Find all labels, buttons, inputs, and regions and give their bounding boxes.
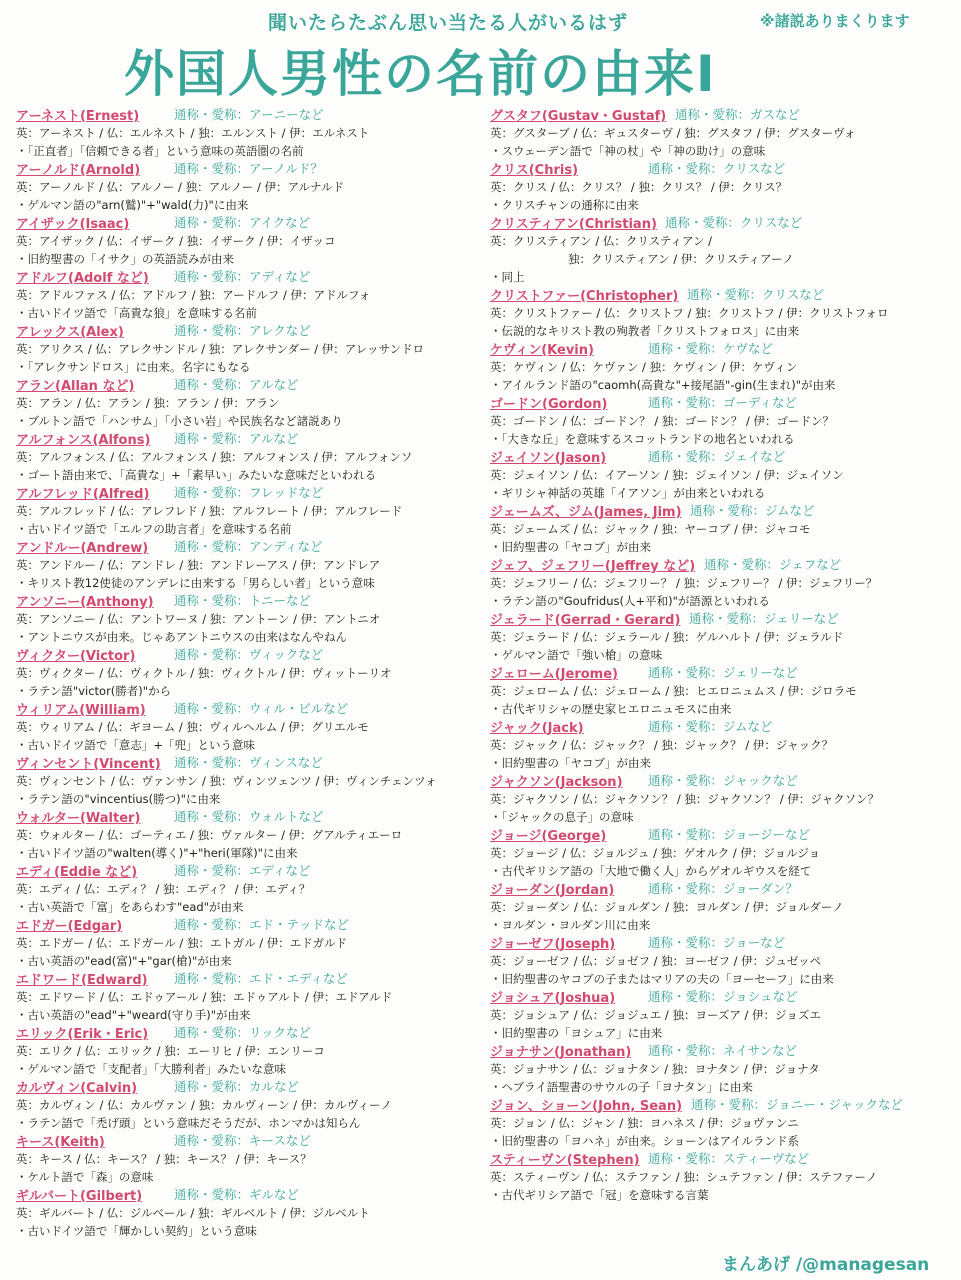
name-row: [16, 592, 478, 610]
meaning-line: ・クリスチャンの通称に由来: [490, 198, 639, 212]
name-row: [16, 484, 478, 502]
name-row: [16, 1024, 478, 1042]
meaning-line: ・スウェーデン語で「神の杖」や「神の助け」の意味: [490, 144, 766, 158]
name-heading: ギルバート(Gilbert): [16, 1189, 143, 1204]
name-entry: [490, 772, 952, 826]
readings-line: 英：ジョナサン / 仏：ジョナタン / 独：ヨナタン / 伊：ジョナタ: [490, 1062, 820, 1076]
meaning-line: ・ヘブライ語聖書のサウルの子「ヨナタン」に由来: [490, 1080, 753, 1094]
name-heading: アイザック(Isaac): [16, 217, 130, 232]
name-heading: ジャック(Jack): [490, 721, 584, 736]
readings-line: 英：クリストファー / 仏：クリストフ / 独：クリストフ / 伊：クリストフォロ: [490, 306, 889, 320]
nickname-label: 通称・愛称：ジョーダン？: [648, 881, 798, 896]
name-entry: [490, 448, 952, 502]
readings-line: 英：クリスティアン / 仏：クリスティアン /: [490, 234, 713, 248]
nickname-label: 通称・愛称：ジェイなど: [648, 449, 786, 464]
readings-line: 英：キース / 仏：キース？ / 独：キース？ / 伊：キース？: [16, 1152, 312, 1166]
name-heading: アドルフ(Adolf など): [16, 271, 149, 286]
name-heading: キース(Keith): [16, 1135, 105, 1150]
meaning-line: ・ブルトン語で「ハンサム」「小さい岩」や民族名など諸説あり: [16, 414, 343, 428]
name-row: [490, 880, 952, 898]
name-row: [490, 160, 952, 178]
meaning-line: ・古いドイツ語で「エルフの助言者」を意味する名前: [16, 522, 292, 536]
name-entry: [490, 556, 952, 610]
nickname-label: 通称・愛称：ジムなど: [648, 719, 773, 734]
name-row: [16, 916, 478, 934]
name-entry: [16, 322, 478, 376]
nickname-label: 通称・愛称：ジェリーなど: [689, 611, 839, 626]
readings-line: 英：エリク / 仏：エリック / 独：エーリヒ / 伊：エンリーコ: [16, 1044, 325, 1058]
name-heading: エリック(Erik・Eric): [16, 1027, 149, 1042]
disclaimer-note: ※諸説ありまくります: [760, 12, 910, 30]
name-heading: ゴードン(Gordon): [490, 397, 608, 412]
nickname-label: 通称・愛称：ウォルトなど: [174, 809, 324, 824]
readings-line: 英：エディ / 仏：エディ？ / 独：エディ？ / 伊：エディ？: [16, 882, 311, 896]
readings-line: 英：クリス / 仏：クリス？ / 独：クリス？ / 伊：クリス？: [490, 180, 788, 194]
meaning-line: ・ラテン語で「禿げ頭」という意味だそうだが、ホンマかは知らん: [16, 1116, 361, 1130]
readings-line: 英：アイザック / 仏：イザーク / 独：イザーク / 伊：イザッコ: [16, 234, 336, 248]
meaning-line: ・ケルト語で「森」の意味: [16, 1170, 154, 1184]
nickname-label: 通称・愛称：ジェリーなど: [648, 665, 798, 680]
name-row: [16, 754, 478, 772]
meaning-line: ・ヨルダン・ヨルダン川に由来: [490, 918, 651, 932]
name-entry: [490, 1150, 952, 1204]
name-row: [490, 214, 952, 232]
meaning-line: ・ラテン語"victor(勝者)"から: [16, 684, 172, 698]
readings-line: 英：アルフォンス / 仏：アルフォンス / 独：アルフォンス / 伊：アルフォンソ: [16, 450, 413, 464]
page-title: 外国人男性の名前の由来Ⅰ: [124, 45, 717, 103]
readings-line: 英：アリクス / 仏：アレクサンドル / 独：アレクサンダー / 伊：アレッサンドロ: [16, 342, 425, 356]
name-heading: ジェフ、ジェフリー(Jeffrey など): [490, 559, 696, 574]
name-entry: [16, 484, 478, 538]
name-entry: [16, 808, 478, 862]
name-entry: [490, 826, 952, 880]
nickname-label: 通称・愛称：リックなど: [174, 1025, 312, 1040]
meaning-line: ・古いドイツ語で「高貴な狼」を意味する名前: [16, 306, 257, 320]
readings-line: 英：ジョシュア / 仏：ジョジュエ / 独：ヨーズア / 伊：ジョズエ: [490, 1008, 821, 1022]
name-entry: [490, 664, 952, 718]
meaning-line: ・古いドイツ語で「輝かしい契約」という意味: [16, 1224, 257, 1238]
name-heading: ジョナサン(Jonathan): [490, 1045, 632, 1060]
name-row: [490, 934, 952, 952]
meaning-line: ・旧約聖書の「ヤコブ」が由来: [490, 756, 651, 770]
meaning-line: ・「正直者」「信頼できる者」という意味の英語圏の名前: [16, 144, 304, 158]
readings-line: 英：カルヴィン / 仏：カルヴァン / 独：カルヴィーン / 伊：カルヴィーノ: [16, 1098, 392, 1112]
name-heading: エドガー(Edgar): [16, 919, 123, 934]
readings-line: 英：アンドルー / 仏：アンドレ / 独：アンドレーアス / 伊：アンドレア: [16, 558, 381, 572]
name-heading: エディ(Eddie など): [16, 865, 138, 880]
readings-line: 英：エドワード / 仏：エドゥアール / 独：エドゥアルト / 伊：エドアルド: [16, 990, 393, 1004]
name-heading: ジェイソン(Jason): [490, 451, 607, 466]
name-heading: アンソニー(Anthony): [16, 595, 154, 610]
name-row: [16, 268, 478, 286]
name-row: [16, 376, 478, 394]
name-entry: [16, 754, 478, 808]
name-entry: [490, 880, 952, 934]
readings-line: 英：ジョージ / 仏：ジョルジュ / 独：ゲオルク / 伊：ジョルジョ: [490, 846, 821, 860]
readings-line: 英：ジャック / 仏：ジャック？ / 独：ジャック？ / 伊：ジャック？: [490, 738, 834, 752]
meaning-line: ・古代ギリシア語で「冠」を意味する言葉: [490, 1188, 709, 1202]
readings-line: 英：ジョーダン / 仏：ジョルダン / 独：ヨルダン / 伊：ジョルダーノ: [490, 900, 844, 914]
name-row: [490, 556, 952, 574]
name-entry: [490, 610, 952, 664]
name-row: [490, 502, 952, 520]
name-row: [16, 538, 478, 556]
meaning-line: ・ラテン語の"Goufridus(人+平和)"が語源といわれる: [490, 594, 770, 608]
nickname-label: 通称・愛称：トニーなど: [174, 593, 312, 608]
meaning-line: ・キリスト教12使徒のアンデレに由来する「男らしい者」という意味: [16, 576, 375, 590]
name-entry: [490, 502, 952, 556]
name-row: [490, 610, 952, 628]
nickname-label: 通称・愛称：アーニーなど: [174, 107, 324, 122]
name-row: [490, 106, 952, 124]
name-entry: [16, 646, 478, 700]
author-credit: まんあげ /@managesan: [722, 1255, 930, 1275]
nickname-label: 通称・愛称：ゴーディなど: [648, 395, 798, 410]
nickname-label: 通称・愛称：ジムなど: [690, 503, 815, 518]
readings-line: 英：グスターブ / 仏：ギュスターヴ / 独：グスタフ / 伊：グスターヴォ: [490, 126, 856, 140]
name-entry: [16, 1132, 478, 1186]
readings-line: 英：ジェラード / 仏：ジェラール / 独：ゲルハルト / 伊：ジェラルド: [490, 630, 844, 644]
name-row: [490, 772, 952, 790]
meaning-line: ・アントニウスが由来。じゃあアントニウスの由来はなんやねん: [16, 630, 347, 644]
nickname-label: 通称・愛称：ジョシュなど: [648, 989, 798, 1004]
name-entry: [490, 988, 952, 1042]
name-heading: ジェラード(Gerrad・Gerard): [490, 613, 681, 628]
name-heading: アラン(Allan など): [16, 379, 135, 394]
nickname-label: 通称・愛称：ヴィンスなど: [174, 755, 323, 770]
nickname-label: 通称・愛称：ヴィックなど: [174, 647, 324, 662]
header: [0, 0, 961, 104]
name-entry: [16, 430, 478, 484]
meaning-line: ・旧約聖書のヤコブの子またはマリアの夫の「ヨーセーフ」に由来: [490, 972, 834, 986]
name-entry: [16, 916, 478, 970]
name-entry: [490, 934, 952, 988]
name-heading: エドワード(Edward): [16, 973, 148, 988]
name-entry: [490, 394, 952, 448]
meaning-line: ・古いドイツ語で「意志」+「兜」という意味: [16, 738, 256, 752]
name-row: [490, 448, 952, 466]
name-entry: [16, 376, 478, 430]
meaning-line: ・ラテン語の"vincentius(勝つ)"に由来: [16, 792, 221, 806]
readings-line: 英：ヴィクター / 仏：ヴィクトル / 独：ヴィクトル / 伊：ヴィットーリオ: [16, 666, 392, 680]
name-heading: クリストファー(Christopher): [490, 289, 679, 304]
name-row: [16, 1078, 478, 1096]
nickname-label: 通称・愛称：アルなど: [174, 377, 299, 392]
readings-line: 英：ジャクソン / 仏：ジャクソン？ / 独：ジャクソン？ / 伊：ジャクソン？: [490, 792, 880, 806]
name-heading: ジェームズ、ジム(James, Jim): [490, 505, 682, 520]
readings-line: 英：ゴードン / 仏：ゴードン？ / 独：ゴードン？ / 伊：ゴードン？: [490, 414, 835, 428]
nickname-label: 通称・愛称：ウィル・ビルなど: [174, 701, 349, 716]
nickname-label: 通称・愛称：アーノルド？: [174, 161, 323, 176]
name-heading: クリスティアン(Christian): [490, 217, 657, 232]
subtitle: 聞いたらたぶん思い当たる人がいるはず: [268, 12, 629, 34]
nickname-label: 通称・愛称：ジャックなど: [648, 773, 798, 788]
name-entry: [490, 214, 952, 286]
name-row: [490, 1096, 952, 1114]
name-entry: [490, 718, 952, 772]
nickname-label: 通称・愛称：ネイサンなど: [648, 1043, 798, 1058]
name-heading: ウォルター(Walter): [16, 811, 141, 826]
readings-line: 英：エドガー / 仏：エドガール / 独：エトガル / 伊：エドガルド: [16, 936, 347, 950]
name-row: [16, 106, 478, 124]
name-heading: ヴィクター(Victor): [16, 649, 136, 664]
name-entry: [490, 340, 952, 394]
meaning-line: ・古い英語で「富」をあらわす"ead"が由来: [16, 900, 244, 914]
meaning-line: ・ゲルマン語で「強い槍」の意味: [490, 648, 663, 662]
readings-line: 英：ウォルター / 仏：ゴーティエ / 独：ヴァルター / 伊：グアルティエーロ: [16, 828, 403, 842]
name-heading: アルフォンス(Alfons): [16, 433, 151, 448]
name-entry: [16, 160, 478, 214]
meaning-line: ・古いドイツ語の"walten(導く)"+"heri(軍隊)"に由来: [16, 846, 298, 860]
readings-line: 英：ヴィンセント / 仏：ヴァンサン / 独：ヴィンツェンツ / 伊：ヴィンチェンツォ: [16, 774, 437, 788]
nickname-label: 通称・愛称：カルなど: [174, 1079, 300, 1094]
name-row: [16, 1132, 478, 1150]
meaning-line: ・旧約聖書の「ヤコブ」が由来: [490, 540, 651, 554]
name-entry: [490, 286, 952, 340]
name-entry: [16, 268, 478, 322]
name-heading: ケヴィン(Kevin): [490, 343, 594, 358]
nickname-label: 通称・愛称：ギルなど: [174, 1187, 299, 1202]
meaning-line: ・ゴート語由来で、「高貴な」+「素早い」みたいな意味だといわれる: [16, 468, 377, 482]
name-row: [490, 718, 952, 736]
nickname-label: 通称・愛称：アディなど: [174, 269, 311, 284]
readings-line: 英：ケヴィン / 仏：ケヴァン / 独：ケヴィン / 伊：ケヴィン: [490, 360, 798, 374]
nickname-label: 通称・愛称：クリスなど: [687, 287, 825, 302]
name-heading: アーネスト(Ernest): [16, 109, 140, 124]
name-row: [490, 1042, 952, 1060]
meaning-line: ・古代ギリシャの歴史家ヒエロニュモスに由来: [490, 702, 732, 716]
name-heading: クリス(Chris): [490, 163, 579, 178]
name-row: [490, 826, 952, 844]
name-heading: アンドルー(Andrew): [16, 541, 149, 556]
name-entry: [16, 862, 478, 916]
meaning-line: ・アイルランド語の"caomh(高貴な"+接尾語"-gin(生まれ)"が由来: [490, 378, 836, 392]
meaning-line: ・ゲルマン語の"arn(鷲)"+"wald(力)"に由来: [16, 198, 249, 212]
name-entry: [16, 538, 478, 592]
nickname-label: 通称・愛称：スティーヴなど: [648, 1151, 810, 1166]
readings-line: 英：ジェローム / 仏：ジェローム / 独：ヒエロニュムス / 伊：ジロラモ: [490, 684, 857, 698]
name-entry: [16, 214, 478, 268]
readings-line: 英：アーネスト / 仏：エルネスト / 独：エルンスト / 伊：エルネスト: [16, 126, 370, 140]
name-row: [490, 1150, 952, 1168]
nickname-label: 通称・愛称：フレッドなど: [174, 485, 324, 500]
readings-line: 英：ウィリアム / 仏：ギヨーム / 独：ヴィルヘルム / 伊：グリエルモ: [16, 720, 369, 734]
name-entry: [16, 1186, 478, 1240]
nickname-label: 通称・愛称：クリスなど: [648, 161, 786, 176]
nickname-label: 通称・愛称：アルなど: [174, 431, 299, 446]
readings-line: 英：アラン / 仏：アラン / 独：アラン / 伊：アラン: [16, 396, 280, 410]
readings-line: 英：アルフレッド / 仏：アレフレド / 独：アルフレート / 伊：アルフレード: [16, 504, 403, 518]
readings-line-continued: 独：クリスティアン / 伊：クリスティアーノ: [568, 252, 794, 266]
nickname-label: 通称・愛称：ジョーなど: [648, 935, 786, 950]
nickname-label: 通称・愛称：クリスなど: [665, 215, 803, 230]
name-row: [490, 340, 952, 358]
meaning-line: ・「アレクサンドロス」に由来。名字にもなる: [16, 360, 251, 374]
nickname-label: 通称・愛称：ジェフなど: [704, 557, 842, 572]
name-heading: ジョーゼフ(Joseph): [490, 937, 616, 952]
meaning-line: ・伝説的なキリスト教の殉教者「クリストフォロス」に由来: [490, 324, 800, 338]
name-heading: ジョシュア(Joshua): [490, 991, 616, 1006]
name-entry: [16, 106, 478, 160]
meaning-line: ・同上: [490, 270, 525, 284]
name-row: [16, 808, 478, 826]
meaning-line: ・古代ギリシア語の「大地で働く人」からゲオルギウスを経て: [490, 864, 812, 878]
name-heading: ジェローム(Jerome): [490, 667, 618, 682]
name-row: [490, 394, 952, 412]
name-heading: ジョージ(George): [490, 829, 607, 844]
name-heading: スティーヴン(Stephen): [490, 1153, 640, 1168]
nickname-label: 通称・愛称：キースなど: [174, 1133, 311, 1148]
name-heading: ジャクソン(Jackson): [490, 775, 623, 790]
name-row: [16, 970, 478, 988]
name-row: [16, 700, 478, 718]
name-row: [16, 430, 478, 448]
name-heading: カルヴィン(Calvin): [16, 1081, 138, 1096]
readings-line: 英：ジェームズ / 仏：ジャック / 独：ヤーコブ / 伊：ジャコモ: [490, 522, 811, 536]
readings-line: 英：ジェイソン / 仏：イアーソン / 独：ジェイソン / 伊：ジェイソン: [490, 468, 844, 482]
nickname-label: 通称・愛称：エディなど: [174, 863, 311, 878]
name-heading: グスタフ(Gustav・Gustaf): [490, 109, 667, 124]
meaning-line: ・「ジャックの息子」の意味: [490, 810, 634, 824]
nickname-label: 通称・愛称：エド・エディなど: [174, 971, 349, 986]
name-row: [16, 160, 478, 178]
nickname-label: 通称・愛称：エド・テッドなど: [174, 917, 350, 932]
meaning-line: ・旧約聖書の「ヨハネ」が由来。ショーンはアイルランド系: [490, 1134, 800, 1148]
name-heading: アレックス(Alex): [16, 325, 124, 340]
meaning-line: ・ギリシャ神話の英雄「イアソン」が由来といわれる: [490, 486, 766, 500]
name-heading: ジョーダン(Jordan): [490, 883, 615, 898]
left-column: [16, 106, 478, 1240]
name-row: [490, 664, 952, 682]
readings-line: 英：スティーヴン / 仏：ステファン / 独：シュテファン / 伊：ステファーノ: [490, 1170, 878, 1184]
meaning-line: ・ゲルマン語で「支配者」「大勝利者」みたいな意味: [16, 1062, 287, 1076]
readings-line: 英：ギルバート / 仏：ジルベール / 独：ギルベルト / 伊：ジルベルト: [16, 1206, 370, 1220]
name-entry: [16, 700, 478, 754]
nickname-label: 通称・愛称：アイクなど: [174, 215, 311, 230]
name-heading: ジョン、ショーン(John, Sean): [490, 1099, 683, 1114]
name-row: [16, 322, 478, 340]
meaning-line: ・古い英語の"ead(富)"+"gar(槍)"が由来: [16, 954, 232, 968]
name-row: [490, 988, 952, 1006]
name-heading: ウィリアム(William): [16, 703, 146, 718]
right-column: [490, 106, 952, 1204]
nickname-label: 通称・愛称：アレクなど: [174, 323, 311, 338]
name-row: [16, 1186, 478, 1204]
name-heading: アルフレッド(Alfred): [16, 487, 150, 502]
nickname-label: 通称・愛称：ジョニー・ジャックなど: [691, 1097, 904, 1112]
readings-line: 英：ジェフリー / 仏：ジェフリー？ / 独：ジェフリー？ / 伊：ジェフリー？: [490, 576, 878, 590]
name-row: [16, 862, 478, 880]
readings-line: 英：ジョーゼフ / 仏：ジョゼフ / 独：ヨーゼフ / 伊：ジュゼッペ: [490, 954, 822, 968]
name-row: [490, 286, 952, 304]
name-row: [16, 646, 478, 664]
nickname-label: 通称・愛称：ジョージーなど: [648, 827, 811, 842]
meaning-line: ・古い英語の"ead"+"weard(守り手)"が由来: [16, 1008, 251, 1022]
name-entry: [16, 970, 478, 1024]
name-entry: [490, 106, 952, 160]
name-heading: アーノルド(Arnold): [16, 163, 141, 178]
name-heading: ヴィンセント(Vincent): [16, 757, 161, 772]
name-row: [16, 214, 478, 232]
name-entry: [16, 1078, 478, 1132]
name-entry: [16, 1024, 478, 1078]
meaning-line: ・旧約聖書の「ヨシュア」に由来: [490, 1026, 663, 1040]
name-entry: [490, 160, 952, 214]
name-entry: [490, 1096, 952, 1150]
name-entry: [490, 1042, 952, 1096]
readings-line: 英：ジョン / 仏：ジャン / 独：ヨハネス / 伊：ジョヴァンニ: [490, 1116, 799, 1130]
nickname-label: 通称・愛称：ガスなど: [675, 107, 801, 122]
meaning-line: ・「大きな丘」を意味するスコットランドの地名といわれる: [490, 432, 795, 446]
name-entry: [16, 592, 478, 646]
readings-line: 英：アドルファス / 仏：アドルフ / 独：アードルフ / 伊：アドルフォ: [16, 288, 371, 302]
nickname-label: 通称・愛称：アンディなど: [174, 539, 323, 554]
nickname-label: 通称・愛称：ケヴなど: [648, 341, 774, 356]
meaning-line: ・旧約聖書の「イサク」の英語読みが由来: [16, 252, 235, 266]
readings-line: 英：アーノルド / 仏：アルノー / 独：アルノー / 伊：アルナルド: [16, 180, 344, 194]
readings-line: 英：アンソニー / 仏：アントワーヌ / 独：アントーン / 伊：アントニオ: [16, 612, 381, 626]
